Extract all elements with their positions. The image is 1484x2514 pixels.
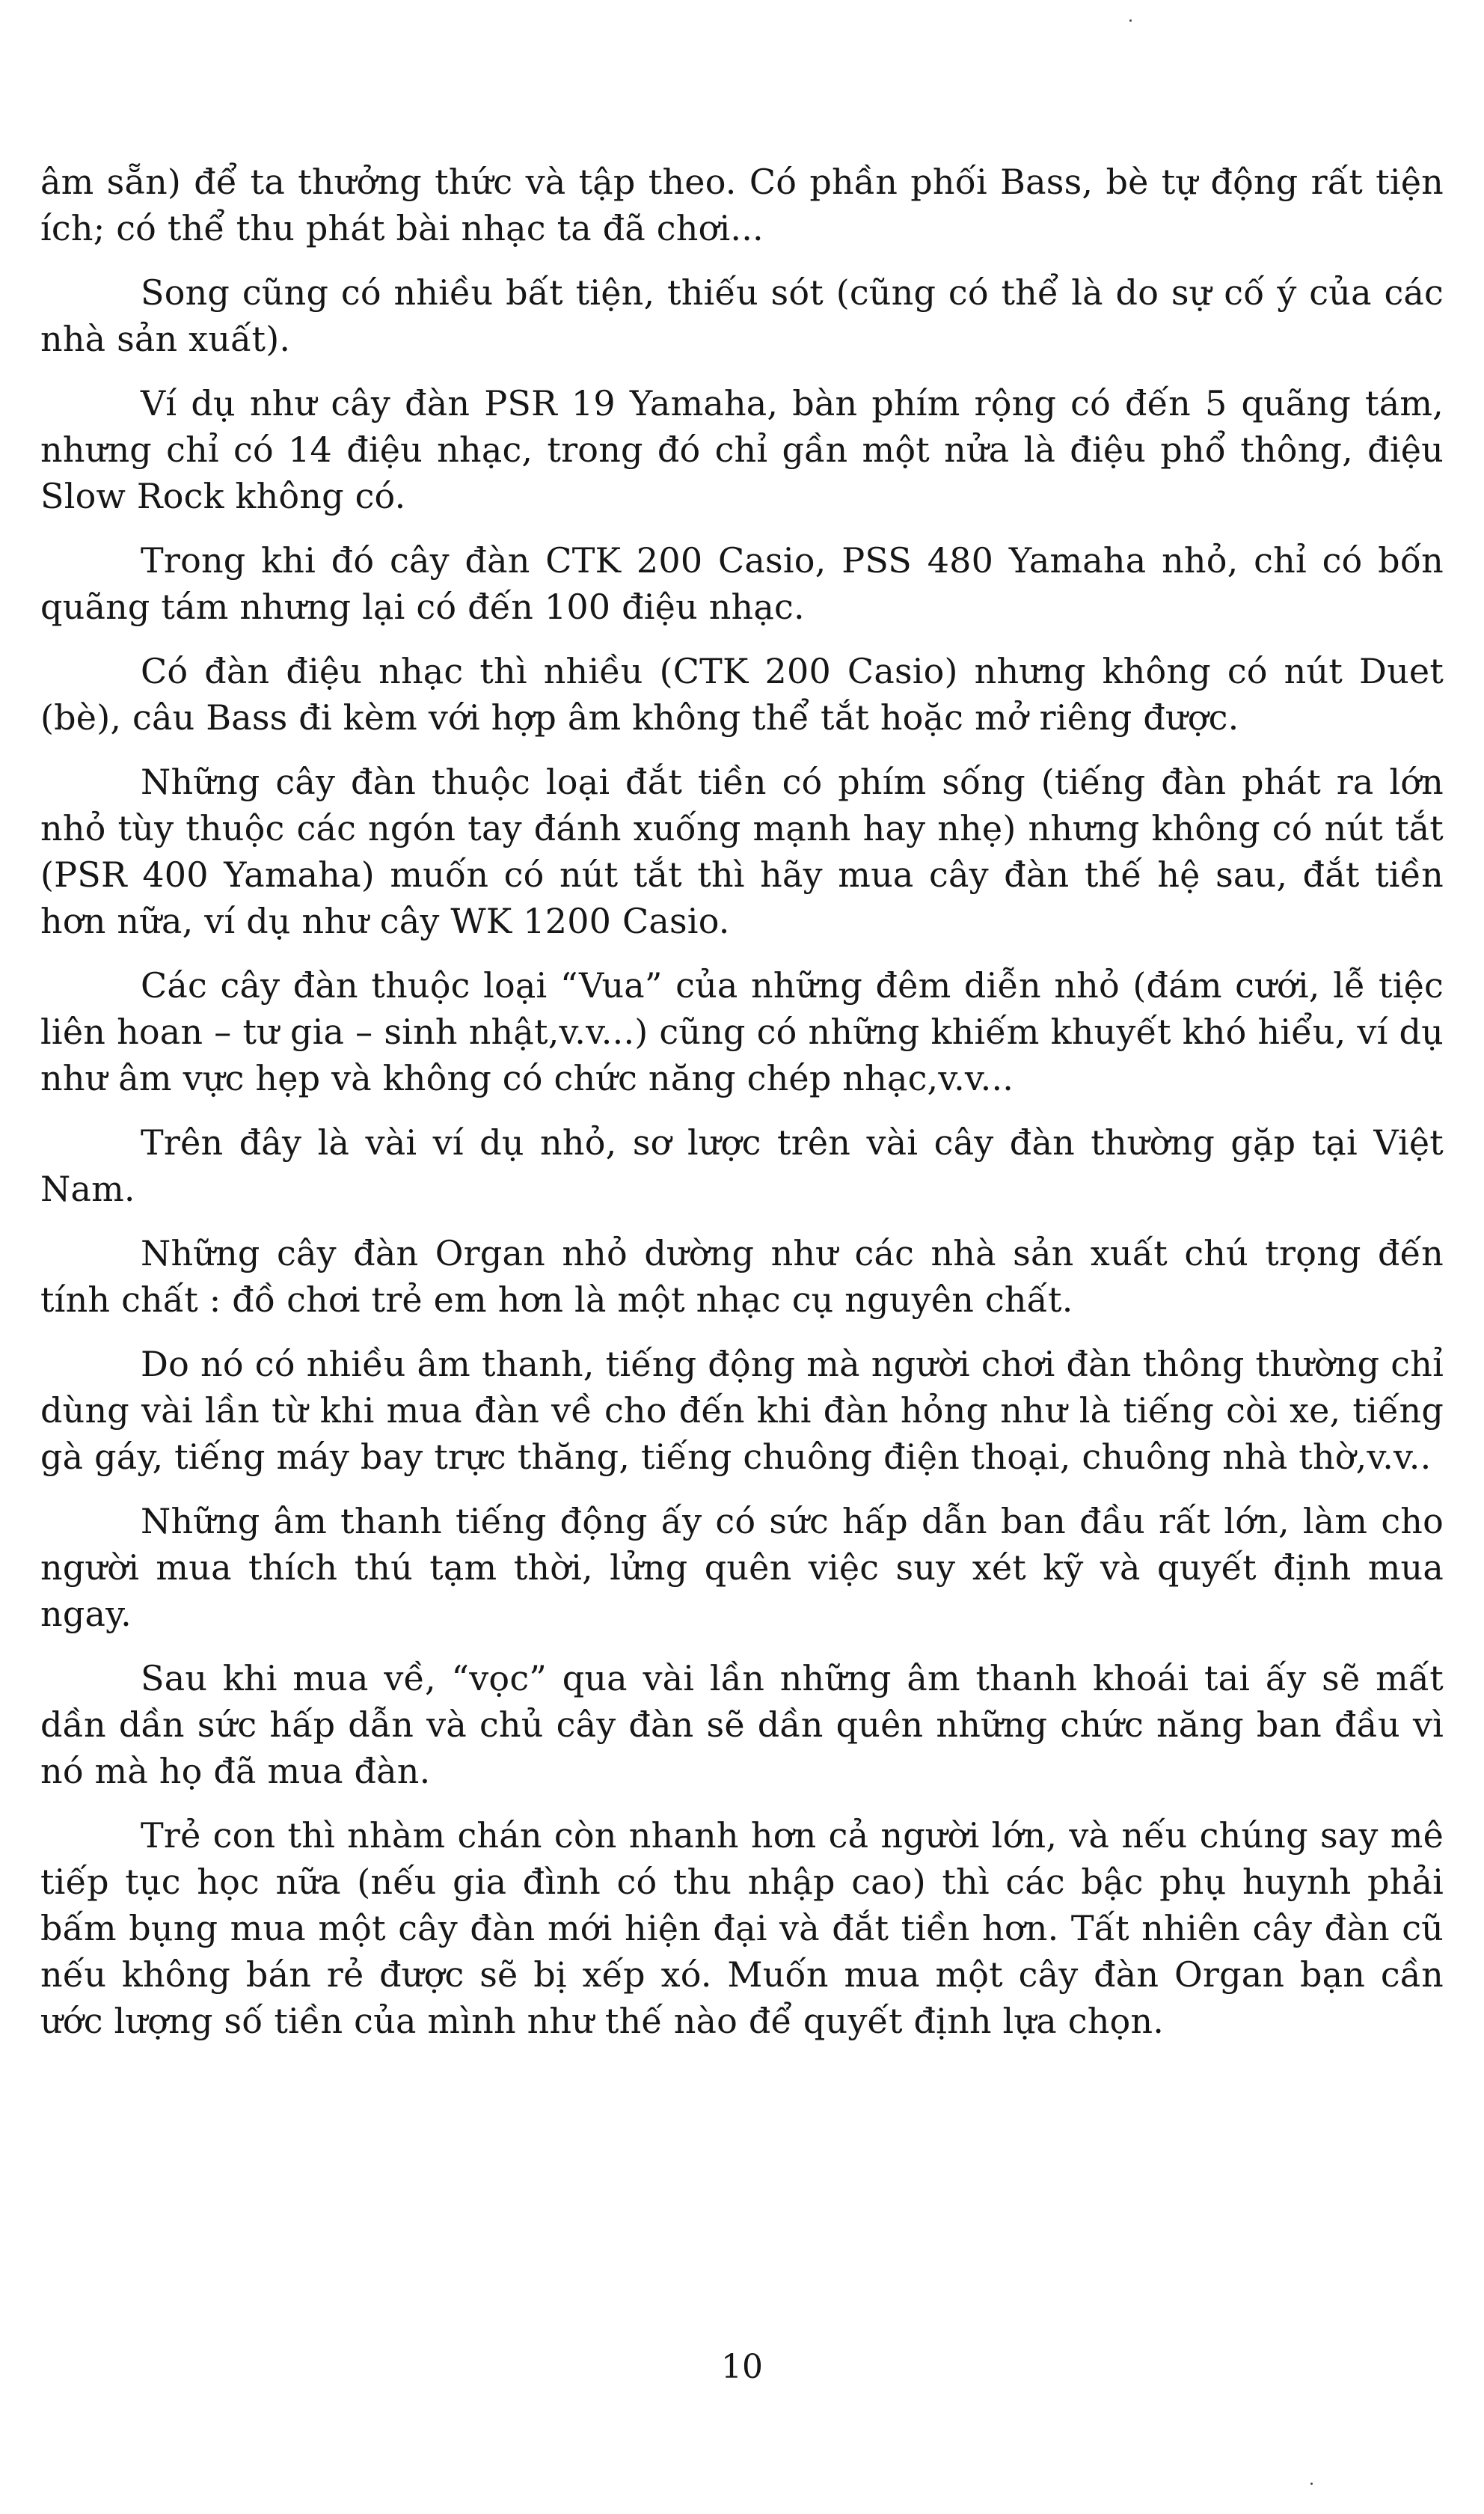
paragraph-8: Trên đây là vài ví dụ nhỏ, sơ lược trên vài cây đàn thường gặp tại Việt Nam. [40,1122,1444,1209]
paragraph-3: Ví dụ như cây đàn PSR 19 Yamaha, bàn phím rộng có đến 5 quãng tám, nhưng chỉ có 14 điệu nhạc, trong đó chỉ gần một nửa là điệu phổ thông, điệu Slow Rock không có. [40,383,1444,516]
paragraph-2: Song cũng có nhiều bất tiện, thiếu sót (cũng có thể là do sự cố ý của các nhà sản xuất). [40,272,1444,359]
scan-speck [1129,19,1132,22]
paragraph-13: Trẻ con thì nhàm chán còn nhanh hơn cả người lớn, và nếu chúng say mê tiếp tục học nữa (nếu gia đình có thu nhập cao) thì các bậc phụ huynh phải bấm bụng mua một cây đàn mới hiện đại và đắt tiền hơn. Tất nhiên cây đàn cũ nếu không bán rẻ được sẽ bị xếp xó. Muốn mua một cây đàn Organ bạn cần ước lượng số tiền của mình như thế nào để quyết định lựa chọn. [40,1815,1444,2041]
paragraph-9: Những cây đàn Organ nhỏ dường như các nhà sản xuất chú trọng đến tính chất : đồ chơi trẻ em hơn là một nhạc cụ nguyên chất. [40,1233,1444,1320]
paragraph-11: Những âm thanh tiếng động ấy có sức hấp dẫn ban đầu rất lớn, làm cho người mua thích thú tạm thời, lửng quên việc suy xét kỹ và quyết định mua ngay. [40,1501,1444,1634]
paragraph-7: Các cây đàn thuộc loại “Vua” của những đêm diễn nhỏ (đám cưới, lễ tiệc liên hoan – tư gia – sinh nhật,v.v...) cũng có những khiếm khuyết khó hiểu, ví dụ như âm vực hẹp và không có chức năng chép nhạc,v.v... [40,965,1444,1098]
page-body [40,159,1444,2062]
paragraph-4: Trong khi đó cây đàn CTK 200 Casio, PSS 480 Yamaha nhỏ, chỉ có bốn quãng tám nhưng lại có đến 100 điệu nhạc. [40,540,1444,627]
paragraph-6: Những cây đàn thuộc loại đắt tiền có phím sống (tiếng đàn phát ra lớn nhỏ tùy thuộc các ngón tay đánh xuống mạnh hay nhẹ) nhưng không có nút tắt (PSR 400 Yamaha) muốn có nút tắt thì hãy mua cây đàn thế hệ sau, đắt tiền hơn nữa, ví dụ như cây WK 1200 Casio. [40,762,1444,941]
scan-speck [1310,2483,1313,2485]
paragraph-12: Sau khi mua về, “vọc” qua vài lần những âm thanh khoái tai ấy sẽ mất dần dần sức hấp dẫn và chủ cây đàn sẽ dần quên những chức năng ban đầu vì nó mà họ đã mua đàn. [40,1658,1444,1791]
page-number: 10 [721,2348,763,2386]
paragraph-1: âm sẵn) để ta thưởng thức và tập theo. Có phần phối Bass, bè tự động rất tiện ích; có thể thu phát bài nhạc ta đã chơi... [40,162,1444,248]
paragraph-10: Do nó có nhiều âm thanh, tiếng động mà người chơi đàn thông thường chỉ dùng vài lần từ khi mua đàn về cho đến khi đàn hỏng như là tiếng còi xe, tiếng gà gáy, tiếng máy bay trực thăng, tiếng chuông điện thoại, chuông nhà thờ,v.v.. [40,1344,1444,1477]
paragraph-5: Có đàn điệu nhạc thì nhiều (CTK 200 Casio) nhưng không có nút Duet (bè), câu Bass đi kèm với hợp âm không thể tắt hoặc mở riêng được. [40,651,1444,738]
